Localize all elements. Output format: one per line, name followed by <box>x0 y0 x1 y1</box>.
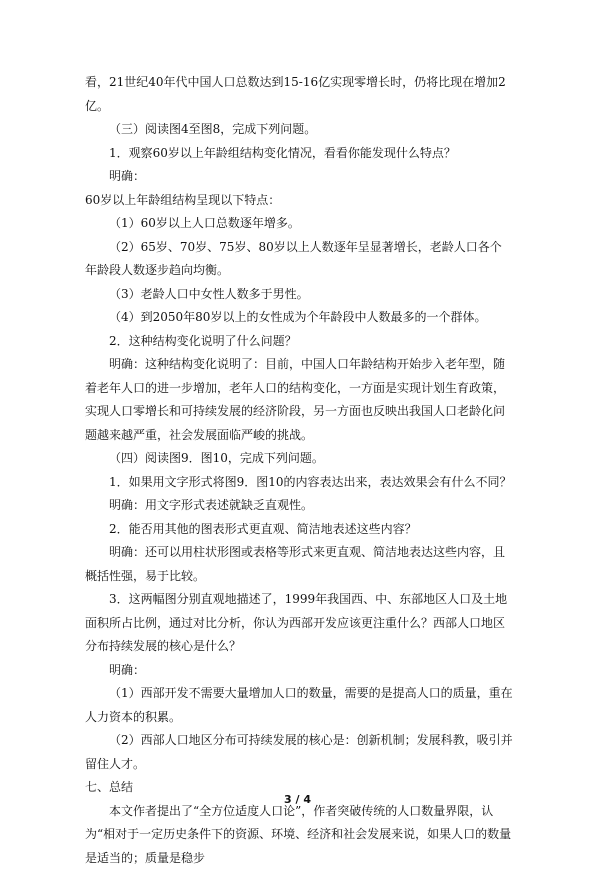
paragraph: 60岁以上年龄组结构呈现以下特点： <box>85 189 513 213</box>
paragraph: （2）65岁、70岁、75岁、80岁以上人数逐年呈显著增长，老龄人口各个年龄段人数逐步趋向均衡。 <box>85 236 513 283</box>
paragraph: （四）阅读图9．图10，完成下列问题。 <box>85 447 513 471</box>
paragraph: （三）阅读图4至图8，完成下列问题。 <box>85 118 513 142</box>
paragraph: （2）西部人口地区分布可持续发展的核心是：创新机制；发展科教，吸引并留住人才。 <box>85 729 513 776</box>
document-body <box>85 71 513 870</box>
paragraph: 3．这两幅图分别直观地描述了，1999年我国西、中、东部地区人口及土地面积所占比例，通过对比分析，你认为西部开发应该更注重什么？西部人口地区分布持续发展的核心是什么？ <box>85 588 513 659</box>
paragraph: （4）到2050年80岁以上的女性成为个年龄段中人数最多的一个群体。 <box>85 306 513 330</box>
paragraph: （1）西部开发不需要大量增加人口的数量，需要的是提高人口的质量，重在人力资本的积累。 <box>85 682 513 729</box>
paragraph: 明确：用文字形式表述就缺乏直观性。 <box>85 494 513 518</box>
paragraph: 看，21世纪40年代中国人口总数达到15-16亿实现零增长时，仍将比现在增加2亿。 <box>85 71 513 118</box>
paragraph: 2．能否用其他的图表形式更直观、简洁地表述这些内容？ <box>85 518 513 542</box>
paragraph: 明确：这种结构变化说明了：目前，中国人口年龄结构开始步入老年型，随着老年人口的进一步增加，老年人口的结构变化，一方面是实现计划生育政策，实现人口零增长和可持续发展的经济阶段，另一方面也反映出我国人口老龄化问题越来越严重，社会发展面临严峻的挑战。 <box>85 353 513 447</box>
paragraph: 2．这种结构变化说明了什么问题？ <box>85 330 513 354</box>
paragraph: 明确： <box>85 659 513 683</box>
paragraph: 明确：还可以用柱状形图或表格等形式来更直观、简洁地表达这些内容，且概括性强，易于比较。 <box>85 541 513 588</box>
page-number: 3 / 4 <box>0 793 595 806</box>
paragraph: （3）老龄人口中女性人数多于男性。 <box>85 283 513 307</box>
paragraph: 七、总结 <box>85 776 513 800</box>
paragraph: 1．观察60岁以上年龄组结构变化情况，看看你能发现什么特点？ <box>85 142 513 166</box>
paragraph: 明确： <box>85 165 513 189</box>
paragraph: （1）60岁以上人口总数逐年增多。 <box>85 212 513 236</box>
paragraph: 本文作者提出了“全方位适度人口论”，作者突破传统的人口数量界限，认为“相对于一定历史条件下的资源、环境、经济和社会发展来说，如果人口的数量是适当的；质量是稳步 <box>85 800 513 870</box>
paragraph: 1．如果用文字形式将图9．图10的内容表达出来，表达效果会有什么不同？ <box>85 471 513 495</box>
